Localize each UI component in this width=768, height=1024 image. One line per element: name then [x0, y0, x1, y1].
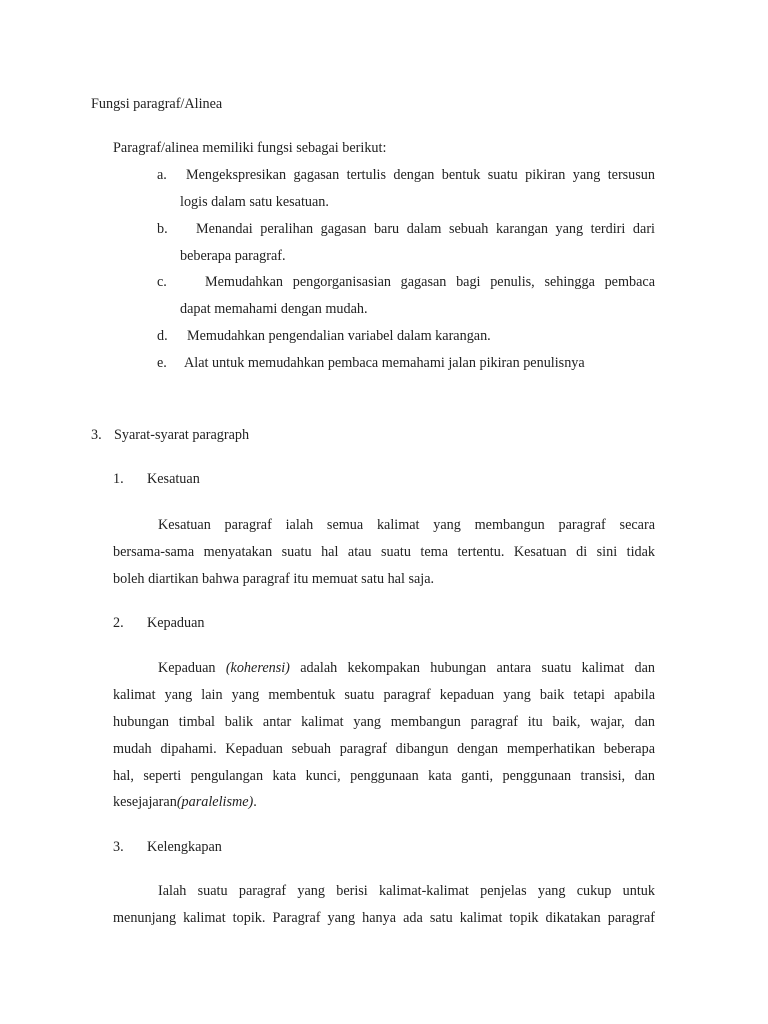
- list-marker: c.: [157, 274, 167, 290]
- paragraph-line: boleh diartikan bahwa paragraf itu memuat satu hal saja.: [113, 571, 435, 587]
- list-item-text: Mengekspresikan gagasan tertulis dengan bentuk suatu pikiran yang tersusun: [186, 167, 655, 183]
- section-number: 3.: [91, 427, 102, 443]
- list-item-text: Alat untuk memudahkan pembaca memahami jalan pikiran penulisnya: [184, 355, 585, 371]
- subsection-title: Kepaduan: [147, 615, 205, 631]
- list-item-text: dapat memahami dengan mudah.: [180, 301, 368, 317]
- text-run: .: [253, 794, 257, 810]
- italic-term: (koherensi): [225, 660, 290, 676]
- list-marker: b.: [157, 221, 168, 237]
- paragraph-line: hubungan timbal balik antar kalimat yang membangun paragraf itu baik, wajar, dan: [113, 714, 655, 730]
- subsection-number: 1.: [113, 471, 124, 487]
- list-marker: d.: [157, 328, 168, 344]
- paragraph-line: Ialah suatu paragraf yang berisi kalimat-kalimat penjelas yang cukup untuk: [158, 883, 655, 899]
- paragraph-line: kalimat yang lain yang membentuk suatu paragraf kepaduan yang baik tetapi apabila: [113, 687, 655, 703]
- list-item-text: Memudahkan pengorganisasian gagasan bagi penulis, sehingga pembaca: [205, 274, 655, 290]
- list-item-text: Memudahkan pengendalian variabel dalam karangan.: [187, 328, 491, 344]
- paragraph-line: hal, seperti pengulangan kata kunci, penggunaan kata ganti, penggunaan transisi, dan: [113, 768, 655, 784]
- subsection-number: 3.: [113, 839, 124, 855]
- subsection-title: Kesatuan: [147, 471, 200, 487]
- paragraph-line: menunjang kalimat topik. Paragraf yang hanya ada satu kalimat topik dikatakan paragraf: [113, 910, 655, 926]
- list-item-text: logis dalam satu kesatuan.: [180, 194, 329, 210]
- italic-term: (paralelisme): [176, 794, 254, 810]
- intro-text: Paragraf/alinea memiliki fungsi sebagai berikut:: [113, 140, 387, 156]
- list-item-text: Menandai peralihan gagasan baru dalam sebuah karangan yang terdiri dari: [196, 221, 655, 237]
- list-item-text: beberapa paragraf.: [180, 248, 286, 264]
- list-marker: a.: [157, 167, 167, 183]
- paragraph-line: Kesatuan paragraf ialah semua kalimat yang membangun paragraf secara: [158, 517, 655, 533]
- page-heading: Fungsi paragraf/Alinea: [91, 96, 223, 112]
- paragraph-line: [113, 793, 257, 811]
- paragraph-line: [158, 659, 655, 677]
- list-marker: e.: [157, 355, 167, 371]
- paragraph-line: bersama-sama menyatakan suatu hal atau suatu tema tertentu. Kesatuan di sini tidak: [113, 544, 655, 560]
- subsection-title: Kelengkapan: [147, 839, 222, 855]
- paragraph-line: mudah dipahami. Kepaduan sebuah paragraf dibangun dengan memperhatikan beberapa: [113, 741, 655, 757]
- text-run: kesejajaran: [113, 794, 177, 810]
- text-run: adalah kekompakan hubungan antara suatu kalimat dan: [289, 660, 655, 676]
- section-title: Syarat-syarat paragraph: [114, 427, 250, 443]
- text-run: Kepaduan: [158, 660, 226, 676]
- subsection-number: 2.: [113, 615, 124, 631]
